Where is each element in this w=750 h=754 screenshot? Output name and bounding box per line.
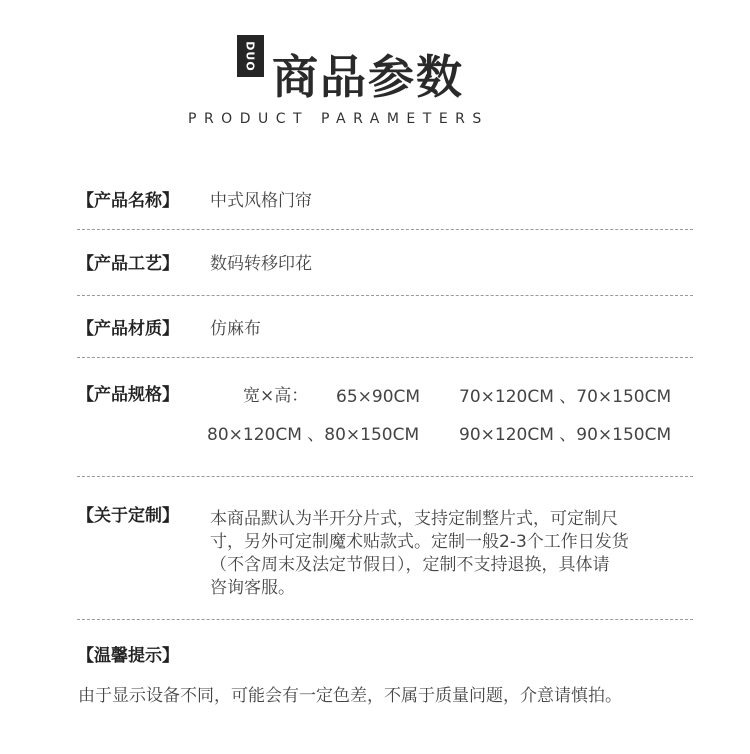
page-title: 商品参数 — [272, 50, 464, 104]
duo-tag-text: DUO — [244, 40, 258, 72]
page-subtitle: PRODUCT PARAMETERS — [188, 111, 489, 127]
duo-tag — [237, 35, 264, 77]
product-name-value: 中式风格门帘 — [210, 191, 312, 211]
product-size-label: 【产品规格】 — [77, 385, 179, 405]
divider — [77, 476, 693, 477]
divider — [77, 357, 693, 358]
size-option: 90×120CM 、90×150CM — [459, 425, 672, 445]
product-craft-label: 【产品工艺】 — [77, 254, 179, 274]
custom-label: 【关于定制】 — [77, 506, 179, 526]
custom-description — [210, 508, 700, 600]
custom-line: 本商品默认为半开分片式，支持定制整片式，可定制尺 — [210, 509, 618, 529]
custom-line: 咨询客服。 — [210, 578, 295, 598]
product-material-label: 【产品材质】 — [77, 319, 179, 339]
tips-label: 【温馨提示】 — [77, 646, 179, 666]
tips-text: 由于显示设备不同，可能会有一定色差，不属于质量问题，介意请慎拍。 — [78, 686, 622, 706]
size-prefix: 宽×高： — [243, 386, 309, 406]
custom-line: （不含周末及法定节假日），定制不支持退换，具体请 — [210, 555, 610, 575]
divider — [77, 229, 693, 230]
product-name-label: 【产品名称】 — [77, 191, 179, 211]
product-material-value: 仿麻布 — [210, 319, 261, 339]
divider — [77, 295, 693, 296]
size-option: 80×120CM 、80×150CM — [207, 425, 420, 445]
divider — [77, 619, 693, 620]
product-craft-value: 数码转移印花 — [210, 254, 312, 274]
size-option: 65×90CM — [336, 387, 421, 407]
custom-line: 寸，另外可定制魔术贴款式。定制一般2-3个工作日发货 — [210, 532, 629, 552]
size-option: 70×120CM 、70×150CM — [459, 387, 672, 407]
